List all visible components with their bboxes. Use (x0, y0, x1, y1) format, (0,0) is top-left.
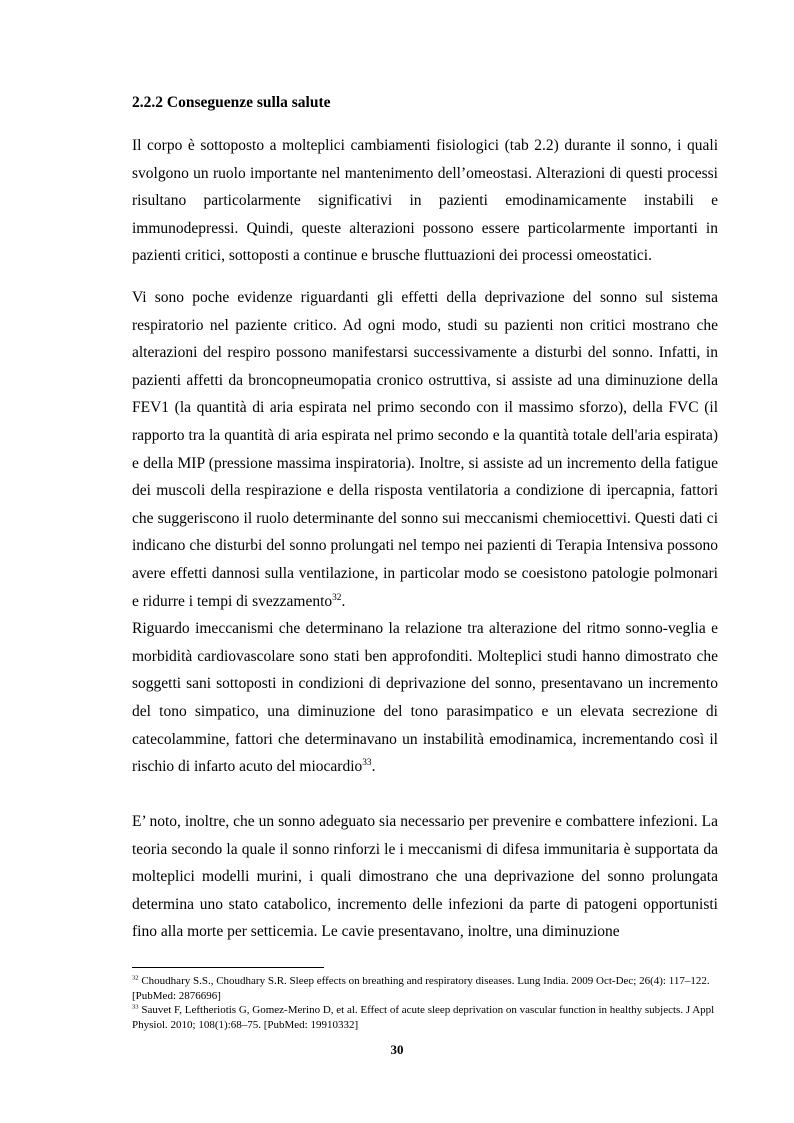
footnote-text: Choudhary S.S., Choudhary S.R. Sleep effects on breathing and respiratory diseases. Lung India. 2009 Oct-Dec; 26(4): 117–122. [PubMed: 2876696] (132, 975, 710, 1002)
paragraph-respiratory-cardiovascular: Vi sono poche evidenze riguardanti gli effetti della deprivazione del sonno sul sistema respiratorio nel paziente critico. Ad ogni modo, studi su pazienti non critici mostrano che alterazioni del respiro possono manifestarsi successivamente a disturbi del sonno. Infatti, in pazienti affetti da broncopneumopatia cronico ostruttiva, si assiste ad una diminuzione della FEV1 (la quantità di aria espirata nel primo secondo con il massimo sforzo), della FVC (il rapporto tra la quantità di aria espirata nel primo secondo e la quantità totale dell'aria espirata) e della MIP (pressione massima inspiratoria). Inoltre, si assiste ad un incremento della fatigue dei muscoli della respirazione e della risposta ventilatoria a condizione di ipercapnia, fattori che suggeriscono il ruolo determinante del sonno sui meccanismi chemiocettivi. Questi dati ci indicano che disturbi del sonno prolungati nel tempo nei pazienti di Terapia Intensiva possono avere effetti dannosi sulla ventilazione, in particolar modo se coesistono patologie polmonari e ridurre i tempi di svezzamento$^{32}$. Riguardo imeccanismi che determinano la relazione tra alterazione del ritmo sonno-veglia e morbidità cardiovascolare sono stati ben approfonditi. Molteplici studi hanno dimostrato che soggetti sani sottoposti in condizioni di deprivazione del sonno, presentavano un incremento del tono simpatico, una diminuzione del tono parasimpatico e un elevata secrezione di catecolammine, fattori che determinavano un instabilità emodinamica, incrementando così il rischio di infarto acuto del miocardio$^{33}$. (132, 289, 718, 776)
footnote-separator (132, 967, 324, 968)
paragraph-immunity: E’ noto, inoltre, che un sonno adeguato sia necessario per prevenire e combattere infezioni. La teoria secondo la quale il sonno rinforzi le i meccanismi di difesa immunitaria è supportata da molteplici modelli murini, i quali dimostrano che una deprivazione del sonno prolungata determina uno stato catabolico, incremento delle infezioni da parte di patogeni opportunisti fino alla morte per setticemia. Le cavie presentavano, inoltre, una diminuzione (132, 813, 718, 941)
footnote-33 (132, 1003, 718, 1032)
section-heading: 2.2.2 Conseguenze sulla salute (132, 94, 331, 111)
footnote-ref-33[interactable]: 33 (362, 757, 372, 768)
footnote-32 (132, 974, 718, 1003)
footnotes (132, 974, 718, 1032)
page-number: 30 (390, 1042, 404, 1057)
paragraph-respiratory-text: Vi sono poche evidenze riguardanti gli effetti della deprivazione del sonno sul sistema respiratorio nel paziente critico. Ad ogni modo, studi su pazienti non critici mostrano che alterazioni del respiro possono manifestarsi successivamente a disturbi del sonno. Infatti, in pazienti affetti da broncopneumopatia cronico ostruttiva, si assiste ad una diminuzione della FEV1 (la quantità di aria espirata nel primo secondo con il massimo sforzo), della FVC (il rapporto tra la quantità di aria espirata nel primo secondo e la quantità totale dell'aria espirata) e della MIP (pressione massima inspiratoria). Inoltre, si assiste ad un incremento della fatigue dei muscoli della respirazione e della risposta ventilatoria a condizione di ipercapnia, fattori che suggeriscono il ruolo determinante del sonno sui meccanismi chemiocettivi. Questi dati ci indicano che disturbi del sonno prolungati nel tempo nei pazienti di Terapia Intensiva possono avere effetti dannosi sulla ventilazione, in particolar modo se coesistono patologie polmonari e ridurre i tempi di svezzamento (132, 289, 718, 610)
footnote-number: 33 (132, 1003, 139, 1011)
footnote-text: Sauvet F, Leftheriotis G, Gomez-Merino D, et al. Effect of acute sleep deprivation on vascular function in healthy subjects. J Appl Physiol. 2010; 108(1):68–75. [PubMed: 19910332] (132, 1004, 715, 1031)
paragraph-cardiovascular-text: Riguardo imeccanismi che determinano la relazione tra alterazione del ritmo sonno-veglia e morbidità cardiovascolare sono stati ben approfonditi. Molteplici studi hanno dimostrato che soggetti sani sottoposti in condizioni di deprivazione del sonno, presentavano un incremento del tono simpatico, una diminuzione del tono parasimpatico e un elevata secrezione di catecolammine, fattori che determinavano un instabilità emodinamica, incrementando così il rischio di infarto acuto del miocardio (132, 620, 718, 776)
footnote-number: 32 (132, 974, 139, 982)
footnote-ref-32[interactable]: 32 (332, 592, 342, 603)
paragraph-homeostasis: Il corpo è sottoposto a molteplici cambiamenti fisiologici (tab 2.2) durante il sonno, i quali svolgono un ruolo importante nel mantenimento dell’omeostasi. Alterazioni di questi processi risultano particolarmente significativi in pazienti emodinamicamente instabili e immunodepressi. Quindi, queste alterazioni possono essere particolarmente importanti in pazienti critici, sottoposti a continue e brusche fluttuazioni dei processi omeostatici. (132, 137, 718, 265)
